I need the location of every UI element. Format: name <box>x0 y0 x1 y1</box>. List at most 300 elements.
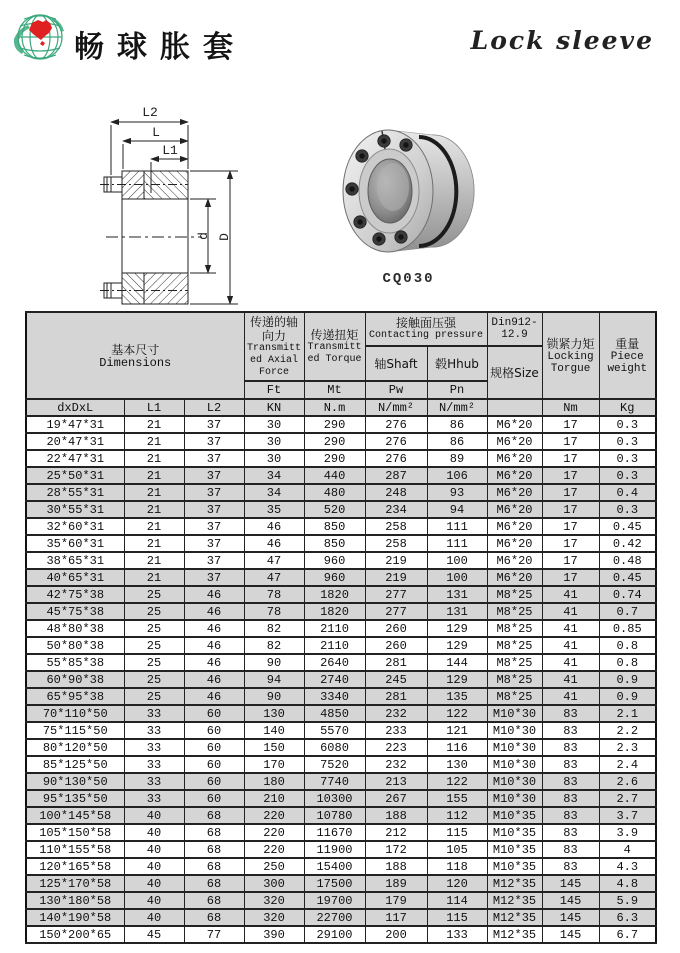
table-row <box>26 926 656 943</box>
cell: 2.2 <box>599 722 656 739</box>
cell: 21 <box>124 518 184 535</box>
cell: 25*50*31 <box>26 467 124 484</box>
dims-en: Dimensions <box>99 355 172 370</box>
cell: 17500 <box>304 875 365 892</box>
table-row <box>26 552 656 569</box>
hub-label: 毂Hhub <box>435 356 479 371</box>
cell: 250 <box>244 858 304 875</box>
cell: 219 <box>365 552 427 569</box>
cell: 83 <box>542 858 599 875</box>
col-torque <box>304 312 365 381</box>
cell: 144 <box>427 654 487 671</box>
cell: 40 <box>124 841 184 858</box>
cell: 68 <box>184 841 244 858</box>
cell: 106 <box>427 467 487 484</box>
brand-name-english: Lock sleeve <box>470 26 654 55</box>
cell: 960 <box>304 552 365 569</box>
cell: 10780 <box>304 807 365 824</box>
cell: 0.3 <box>599 467 656 484</box>
cell: 276 <box>365 433 427 450</box>
cell: 258 <box>365 518 427 535</box>
table-row <box>26 671 656 688</box>
cell: 213 <box>365 773 427 790</box>
cell: 30*55*31 <box>26 501 124 518</box>
cell: 25 <box>124 671 184 688</box>
cell: 188 <box>365 858 427 875</box>
cell: 129 <box>427 671 487 688</box>
cell: 276 <box>365 416 427 433</box>
product-photo <box>333 118 483 268</box>
cell: 120 <box>427 875 487 892</box>
unit-cell <box>487 399 542 416</box>
cell: 46 <box>184 586 244 603</box>
cell: 188 <box>365 807 427 824</box>
cell: 140 <box>244 722 304 739</box>
cell: 20*47*31 <box>26 433 124 450</box>
cell: 2110 <box>304 620 365 637</box>
cell: 83 <box>542 807 599 824</box>
dim-label-d-big: D <box>217 233 232 241</box>
cell: M10*35 <box>487 824 542 841</box>
cell: 33 <box>124 705 184 722</box>
unit-cell: dxDxL <box>26 399 124 416</box>
cell: M8*25 <box>487 620 542 637</box>
cell: M6*20 <box>487 467 542 484</box>
cell: 40 <box>124 892 184 909</box>
cell: 30 <box>244 450 304 467</box>
cell: 118 <box>427 858 487 875</box>
table-row <box>26 450 656 467</box>
cell: 111 <box>427 535 487 552</box>
cell: 37 <box>184 535 244 552</box>
cell: 277 <box>365 586 427 603</box>
table-row <box>26 501 656 518</box>
cell: 30 <box>244 416 304 433</box>
cell: M12*35 <box>487 875 542 892</box>
cell: 10300 <box>304 790 365 807</box>
cell: 21 <box>124 433 184 450</box>
cell: 77 <box>184 926 244 943</box>
dim-label-l: L <box>152 125 160 140</box>
cell: 276 <box>365 450 427 467</box>
cell: 4.8 <box>599 875 656 892</box>
torque-en: Transmitted Torque <box>307 341 362 365</box>
cell: 15400 <box>304 858 365 875</box>
cell: 258 <box>365 535 427 552</box>
cell: 48*80*38 <box>26 620 124 637</box>
cell: 440 <box>304 467 365 484</box>
cell: 0.45 <box>599 569 656 586</box>
cell: 260 <box>365 620 427 637</box>
photo-caption: CQ030 <box>382 271 435 287</box>
cell: 520 <box>304 501 365 518</box>
brand-name-chinese: 畅球胀套 <box>74 30 246 65</box>
torque-cn: 传递扭矩 <box>310 327 359 342</box>
cell: 46 <box>184 620 244 637</box>
cell: 0.9 <box>599 671 656 688</box>
cell: 45 <box>124 926 184 943</box>
cell: 60 <box>184 705 244 722</box>
cell: 83 <box>542 824 599 841</box>
cell: 17 <box>542 501 599 518</box>
cell: M8*25 <box>487 637 542 654</box>
unit-cell: KN <box>244 399 304 416</box>
cell: 41 <box>542 654 599 671</box>
cell: 21 <box>124 484 184 501</box>
cell: 40*65*31 <box>26 569 124 586</box>
cell: M10*30 <box>487 705 542 722</box>
cell: 220 <box>244 841 304 858</box>
cell: 21 <box>124 450 184 467</box>
cell: 33 <box>124 756 184 773</box>
cell: 37 <box>184 467 244 484</box>
cell: 6.3 <box>599 909 656 926</box>
cell: 82 <box>244 637 304 654</box>
cell: 94 <box>244 671 304 688</box>
cell: 219 <box>365 569 427 586</box>
cell: 5.9 <box>599 892 656 909</box>
cell: 95*135*50 <box>26 790 124 807</box>
cell: 46 <box>184 671 244 688</box>
cell: M10*30 <box>487 773 542 790</box>
weight-en: Piece weight <box>607 350 648 375</box>
cell: 200 <box>365 926 427 943</box>
cell: 135 <box>427 688 487 705</box>
cell: 17 <box>542 416 599 433</box>
cell: 19*47*31 <box>26 416 124 433</box>
shaft-label: 轴Shaft <box>374 356 418 371</box>
cell: 11670 <box>304 824 365 841</box>
cell: 41 <box>542 671 599 688</box>
cell: 83 <box>542 841 599 858</box>
cell: 46 <box>184 688 244 705</box>
cell: 60 <box>184 722 244 739</box>
table-row <box>26 875 656 892</box>
table-row <box>26 705 656 722</box>
dims-cn: 基本尺寸 <box>111 342 160 357</box>
cell: 120*165*58 <box>26 858 124 875</box>
axial-cn: 传递的轴向力 <box>249 314 298 343</box>
cell: 25 <box>124 620 184 637</box>
cell: 320 <box>244 909 304 926</box>
cell: 212 <box>365 824 427 841</box>
cell: 37 <box>184 433 244 450</box>
cell: M12*35 <box>487 909 542 926</box>
cell: 35 <box>244 501 304 518</box>
cell: 281 <box>365 654 427 671</box>
cell: 83 <box>542 773 599 790</box>
cell: M6*20 <box>487 416 542 433</box>
symbol-cell: Pw <box>365 381 427 399</box>
cell: 60*90*38 <box>26 671 124 688</box>
cell: 41 <box>542 637 599 654</box>
cell: 145 <box>542 892 599 909</box>
cell: 172 <box>365 841 427 858</box>
cell: 131 <box>427 586 487 603</box>
cell: M6*20 <box>487 518 542 535</box>
pressure-en: Contacting pressure <box>368 330 484 341</box>
cell: 233 <box>365 722 427 739</box>
dim-label-d-small: d <box>196 232 211 240</box>
cell: M6*20 <box>487 552 542 569</box>
cell: 145 <box>542 926 599 943</box>
cell: 6080 <box>304 739 365 756</box>
cell: 121 <box>427 722 487 739</box>
cell: 115 <box>427 909 487 926</box>
cell: 40 <box>124 909 184 926</box>
table-row <box>26 858 656 875</box>
spec-table <box>25 311 657 944</box>
cell: 115 <box>427 824 487 841</box>
cell: 232 <box>365 756 427 773</box>
cell: 46 <box>184 603 244 620</box>
cell: 110*155*58 <box>26 841 124 858</box>
cell: 45*75*38 <box>26 603 124 620</box>
col-hub <box>427 346 487 381</box>
cell: 287 <box>365 467 427 484</box>
size-label: 规格Size <box>490 365 539 380</box>
cell: 83 <box>542 705 599 722</box>
cell: M10*35 <box>487 841 542 858</box>
cell: 17 <box>542 569 599 586</box>
cell: 180 <box>244 773 304 790</box>
cell: 83 <box>542 739 599 756</box>
cell: 0.3 <box>599 433 656 450</box>
cell: M8*25 <box>487 688 542 705</box>
col-weight <box>599 312 656 399</box>
locking-cn: 锁紧力矩 <box>546 336 595 351</box>
table-row <box>26 892 656 909</box>
symbol-cell: Pn <box>427 381 487 399</box>
cell: 46 <box>184 654 244 671</box>
cell: 21 <box>124 569 184 586</box>
cell: 40 <box>124 858 184 875</box>
cell: 150 <box>244 739 304 756</box>
cell: 4850 <box>304 705 365 722</box>
cell: 130 <box>427 756 487 773</box>
cell: 0.45 <box>599 518 656 535</box>
cell: 33 <box>124 773 184 790</box>
table-row <box>26 603 656 620</box>
cell: 122 <box>427 705 487 722</box>
cell: 19700 <box>304 892 365 909</box>
cell: 260 <box>365 637 427 654</box>
cell: 33 <box>124 739 184 756</box>
cell: 850 <box>304 518 365 535</box>
cell: 0.42 <box>599 535 656 552</box>
cell: 6.7 <box>599 926 656 943</box>
cell: 2110 <box>304 637 365 654</box>
cell: 480 <box>304 484 365 501</box>
cell: 93 <box>427 484 487 501</box>
table-row <box>26 739 656 756</box>
cell: 2.4 <box>599 756 656 773</box>
cell: 86 <box>427 433 487 450</box>
cell: 17 <box>542 535 599 552</box>
cell: 37 <box>184 416 244 433</box>
cell: 17 <box>542 518 599 535</box>
locking-en: Locking Torgue <box>547 350 594 375</box>
table-row <box>26 824 656 841</box>
cell: 111 <box>427 518 487 535</box>
cell: 248 <box>365 484 427 501</box>
cell: 35*60*31 <box>26 535 124 552</box>
cell: 21 <box>124 467 184 484</box>
cell: 145 <box>542 875 599 892</box>
cell: 21 <box>124 416 184 433</box>
cell: 40 <box>124 807 184 824</box>
cell: 60 <box>184 756 244 773</box>
cell: M8*25 <box>487 654 542 671</box>
cell: M10*35 <box>487 858 542 875</box>
cell: M10*30 <box>487 756 542 773</box>
table-row <box>26 909 656 926</box>
cell: 32*60*31 <box>26 518 124 535</box>
cell: 21 <box>124 501 184 518</box>
cell: 232 <box>365 705 427 722</box>
cell: 22*47*31 <box>26 450 124 467</box>
weight-cn: 重量 <box>615 336 640 351</box>
table-row <box>26 841 656 858</box>
cell: 90 <box>244 654 304 671</box>
cell: 90*130*50 <box>26 773 124 790</box>
cell: 125*170*58 <box>26 875 124 892</box>
cell: 17 <box>542 433 599 450</box>
cell: M12*35 <box>487 926 542 943</box>
cell: 133 <box>427 926 487 943</box>
cell: 0.3 <box>599 501 656 518</box>
cell: 960 <box>304 569 365 586</box>
cell: M6*20 <box>487 433 542 450</box>
table-row <box>26 535 656 552</box>
cell: 131 <box>427 603 487 620</box>
cell: 68 <box>184 875 244 892</box>
cell: 83 <box>542 790 599 807</box>
cell: 2.7 <box>599 790 656 807</box>
table-row <box>26 484 656 501</box>
unit-cell: N/mm² <box>365 399 427 416</box>
cell: 37 <box>184 450 244 467</box>
col-shaft <box>365 346 427 381</box>
cell: 114 <box>427 892 487 909</box>
cell: 11900 <box>304 841 365 858</box>
table-row <box>26 773 656 790</box>
cell: 7740 <box>304 773 365 790</box>
cell: M10*30 <box>487 790 542 807</box>
cell: 25 <box>124 688 184 705</box>
cell: 1820 <box>304 586 365 603</box>
cell: 245 <box>365 671 427 688</box>
table-row <box>26 467 656 484</box>
cell: 85*125*50 <box>26 756 124 773</box>
table-row <box>26 790 656 807</box>
dim-label-l1: L1 <box>162 143 178 158</box>
cell: 68 <box>184 909 244 926</box>
cell: 89 <box>427 450 487 467</box>
cell: 2.3 <box>599 739 656 756</box>
cell: 129 <box>427 620 487 637</box>
cell: 37 <box>184 501 244 518</box>
cell: 83 <box>542 722 599 739</box>
cell: 112 <box>427 807 487 824</box>
col-din <box>487 312 542 346</box>
cell: 50*80*38 <box>26 637 124 654</box>
dim-label-l2: L2 <box>142 105 158 120</box>
cell: 179 <box>365 892 427 909</box>
axial-en: Transmitted Axial Force <box>246 342 301 378</box>
cell: 4 <box>599 841 656 858</box>
unit-cell: Nm <box>542 399 599 416</box>
cell: M8*25 <box>487 603 542 620</box>
cell: 7520 <box>304 756 365 773</box>
globe-with-china-map-icon <box>12 7 66 65</box>
cell: 2640 <box>304 654 365 671</box>
cell: 130 <box>244 705 304 722</box>
symbol-cell: Mt <box>304 381 365 399</box>
cell: 38*65*31 <box>26 552 124 569</box>
cell: 30 <box>244 433 304 450</box>
symbol-cell: Ft <box>244 381 304 399</box>
cell: M10*30 <box>487 722 542 739</box>
cell: 37 <box>184 484 244 501</box>
cell: 277 <box>365 603 427 620</box>
cell: 210 <box>244 790 304 807</box>
cell: 105 <box>427 841 487 858</box>
cell: 290 <box>304 433 365 450</box>
cell: 0.7 <box>599 603 656 620</box>
cell: M8*25 <box>487 586 542 603</box>
unit-cell: L2 <box>184 399 244 416</box>
cell: 105*150*58 <box>26 824 124 841</box>
cell: 25 <box>124 637 184 654</box>
cell: 21 <box>124 552 184 569</box>
cell: 116 <box>427 739 487 756</box>
cell: 21 <box>124 535 184 552</box>
cell: 25 <box>124 586 184 603</box>
cell: M10*35 <box>487 807 542 824</box>
cell: M8*25 <box>487 671 542 688</box>
cell: 47 <box>244 569 304 586</box>
cell: 2740 <box>304 671 365 688</box>
cell: 78 <box>244 603 304 620</box>
cell: 3.9 <box>599 824 656 841</box>
cell: 100*145*58 <box>26 807 124 824</box>
units-row <box>26 399 656 416</box>
cell: 47 <box>244 552 304 569</box>
cell: 17 <box>542 467 599 484</box>
cell: 83 <box>542 756 599 773</box>
cell: 75*115*50 <box>26 722 124 739</box>
unit-cell: Kg <box>599 399 656 416</box>
cell: 68 <box>184 807 244 824</box>
cell: 0.4 <box>599 484 656 501</box>
cell: 41 <box>542 688 599 705</box>
cell: M6*20 <box>487 569 542 586</box>
cell: 5570 <box>304 722 365 739</box>
table-row <box>26 586 656 603</box>
cell: 150*200*65 <box>26 926 124 943</box>
cell: 68 <box>184 858 244 875</box>
cell: M6*20 <box>487 484 542 501</box>
cell: 390 <box>244 926 304 943</box>
cell: 4.3 <box>599 858 656 875</box>
cell: 0.48 <box>599 552 656 569</box>
cell: 37 <box>184 569 244 586</box>
cell: 170 <box>244 756 304 773</box>
cell: 0.74 <box>599 586 656 603</box>
table-row <box>26 807 656 824</box>
cell: 60 <box>184 739 244 756</box>
